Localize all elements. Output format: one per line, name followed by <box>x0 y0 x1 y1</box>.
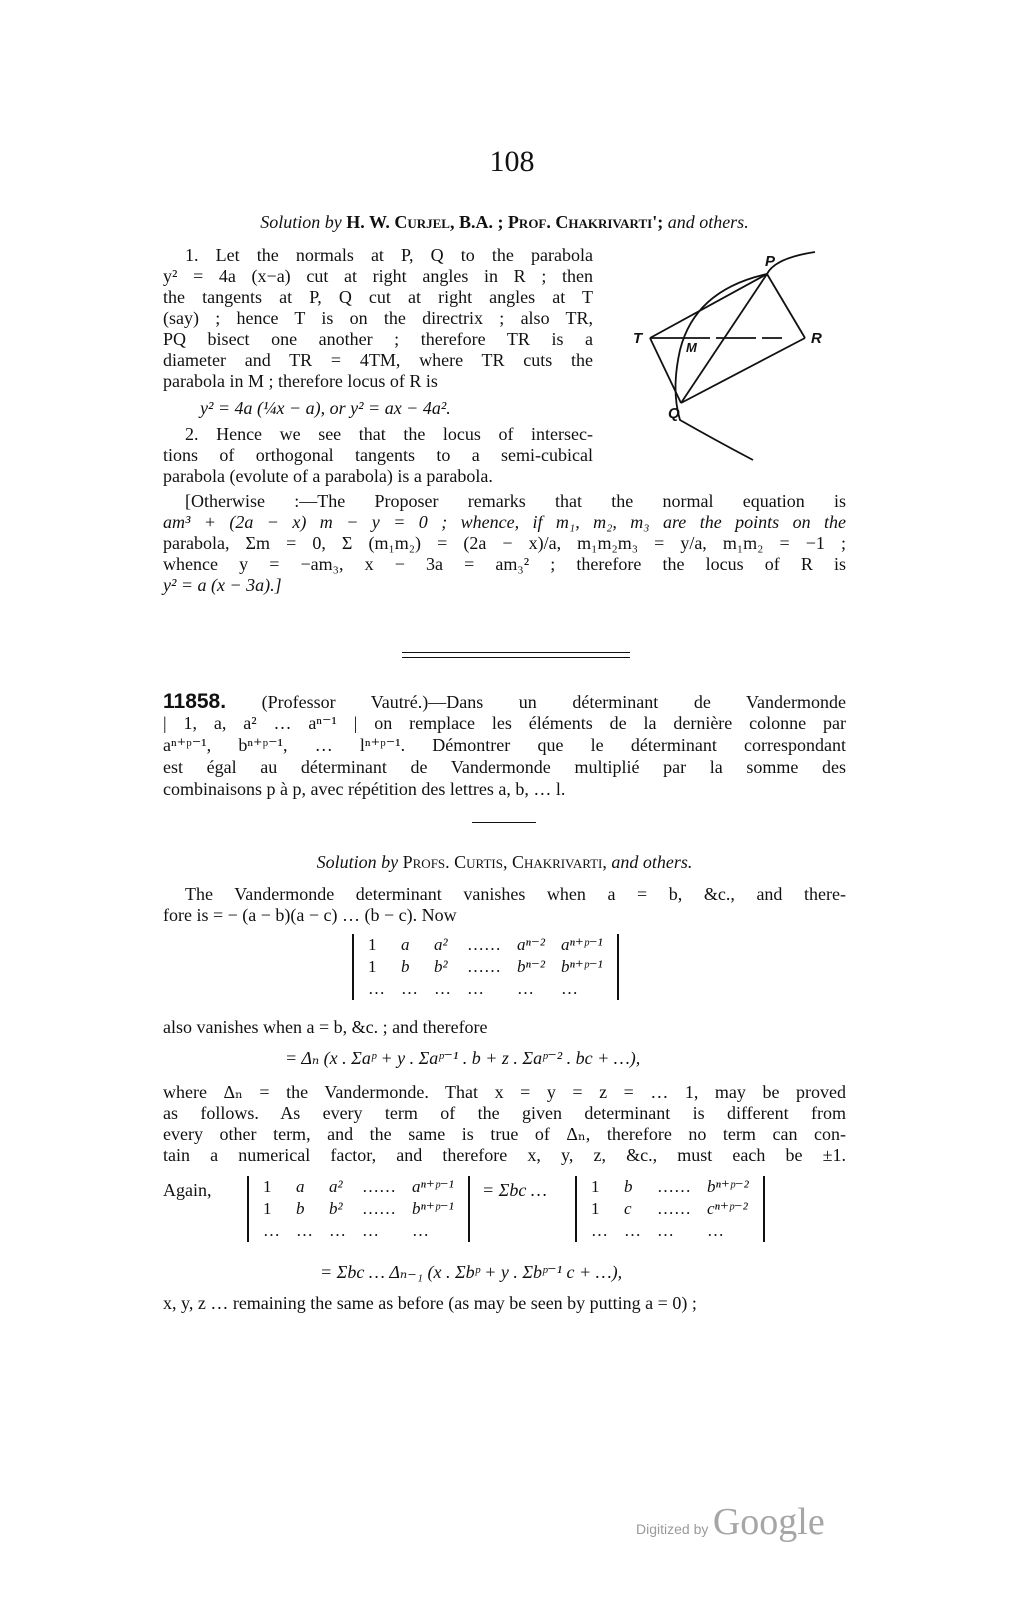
solution-heading <box>163 852 846 873</box>
determinant-3 <box>575 1176 765 1242</box>
question-number: 11858. <box>163 690 227 713</box>
det-cell: aⁿ⁻² <box>517 935 545 954</box>
det-cell: b <box>296 1199 305 1218</box>
det-cell: …… <box>467 935 501 954</box>
heading-suffix: and others. <box>611 852 693 872</box>
det-cell: 1 <box>263 1177 272 1196</box>
page-number: 108 <box>489 145 535 178</box>
det-cell: …… <box>657 1177 691 1196</box>
det-cell: … <box>401 979 418 998</box>
text-line: diameter and TR = 4TM, where TR cuts the <box>163 350 593 370</box>
parabola-curve <box>676 252 816 460</box>
label-q: Q <box>668 405 680 422</box>
section-divider <box>402 657 630 658</box>
heading-names: Profs. Curtis, Chakrivarti, <box>402 852 607 872</box>
det-cell: 1 <box>591 1177 600 1196</box>
det-cell: b <box>624 1177 633 1196</box>
text-line: the tangents at P, Q cut at right angles at T <box>163 287 593 307</box>
otherwise-line: am³ + (2a − x) m − y = 0 ; whence, if m₁, m₂, m₃ are the points on the <box>163 512 846 532</box>
parabola-figure <box>625 240 840 465</box>
google-logo: Google <box>712 1501 825 1543</box>
det-cell: … <box>591 1221 608 1240</box>
otherwise-line: y² = a (x − 3a).] <box>163 575 282 595</box>
det-cell: a <box>401 935 410 954</box>
question-line: est égal au déterminant de Vandermonde multiplié par la somme des <box>163 757 846 777</box>
det-cell: bⁿ⁺ᵖ⁻² <box>707 1177 749 1196</box>
det-cell: … <box>362 1221 379 1240</box>
det-cell: 1 <box>368 957 377 976</box>
text-line: y² = 4a (x−a) cut at right angles in R ; then <box>163 266 593 286</box>
det-cell: … <box>434 979 451 998</box>
det-cell: … <box>517 979 534 998</box>
det-cell: bⁿ⁻² <box>517 957 545 976</box>
text-line: 2. Hence we see that the locus of intersec- <box>185 424 593 444</box>
text-line: 1. Let the normals at P, Q to the parabola <box>185 245 593 265</box>
text-line: as follows. As every term of the given determinant is different from <box>163 1103 846 1123</box>
equation: = Δₙ (x . Σaᵖ + y . Σaᵖ⁻¹ . b + z . Σaᵖ⁻² . bc + …), <box>285 1048 641 1068</box>
otherwise-line: [Otherwise :—The Proposer remarks that the normal equation is <box>185 491 846 511</box>
det-cell: …… <box>362 1199 396 1218</box>
det-cell: a <box>296 1177 305 1196</box>
text-line: where Δₙ = the Vandermonde. That x = y = z = … 1, may be proved <box>163 1082 846 1102</box>
det-cell: … <box>412 1221 429 1240</box>
det-cell: … <box>657 1221 674 1240</box>
text-line: parabola in M ; therefore locus of R is <box>163 371 438 391</box>
solution-heading <box>163 212 846 233</box>
det-cell: a² <box>434 935 448 954</box>
det-cell: …… <box>657 1199 691 1218</box>
det-cell: … <box>560 979 578 998</box>
otherwise-line: whence y = −am₃, x − 3a = am₃² ; therefore the locus of R is <box>163 554 846 574</box>
det-cell: …… <box>362 1177 396 1196</box>
det-cell: b² <box>434 957 448 976</box>
heading-suffix: and others. <box>667 212 749 232</box>
otherwise-line: parabola, Σm = 0, Σ (m₁m₂) = (2a − x)/a, m₁m₂m₃ = y/a, m₁m₂ = −1 ; <box>163 533 846 553</box>
text-line: tions of orthogonal tangents to a semi-cubical <box>163 445 593 465</box>
label-p: P <box>765 253 776 270</box>
label-t: T <box>633 330 643 347</box>
section-divider <box>402 652 630 653</box>
text-line: every other term, and the same is true of Δₙ, therefore no term can con- <box>163 1124 846 1144</box>
equation: = Σbc … Δₙ₋₁ (x . Σbᵖ + y . Σbᵖ⁻¹ c + …), <box>320 1262 623 1282</box>
determinant-1 <box>352 934 619 1000</box>
det-cell: … <box>296 1221 313 1240</box>
det-cell: aⁿ⁺ᵖ⁻¹ <box>560 935 603 954</box>
sum-bc: = Σbc … <box>482 1180 547 1200</box>
again-label: Again, <box>163 1180 212 1200</box>
question-line: combinaisons p à p, avec répétition des lettres a, b, … l. <box>163 779 566 799</box>
text-line: parabola (evolute of a parabola) is a parabola. <box>163 466 493 486</box>
det-cell: cⁿ⁺ᵖ⁻² <box>707 1199 748 1218</box>
equation: y² = 4a (¼x − a), or y² = ax − 4a². <box>200 398 451 418</box>
question-line: aⁿ⁺ᵖ⁻¹, bⁿ⁺ᵖ⁻¹, … lⁿ⁺ᵖ⁻¹. Démontrer que le déterminant correspondant <box>163 735 846 755</box>
normal-qr <box>681 338 805 403</box>
text-line: (say) ; hence T is on the directrix ; also TR, <box>163 308 593 328</box>
det-cell: … <box>624 1221 641 1240</box>
heading-prefix: Solution by <box>316 852 399 872</box>
det-cell: bⁿ⁺ᵖ⁻¹ <box>412 1199 454 1218</box>
digitized-by-text: Digitized by <box>636 1521 709 1537</box>
det-cell: b <box>401 957 410 976</box>
det-cell: bⁿ⁺ᵖ⁻¹ <box>560 957 603 976</box>
det-cell: 1 <box>263 1199 272 1218</box>
det-cell: … <box>707 1221 724 1240</box>
det-cell: b² <box>329 1199 343 1218</box>
det-cell: 1 <box>591 1199 600 1218</box>
normal-pr <box>767 274 805 338</box>
tangent-tp <box>650 274 767 338</box>
det-cell: … <box>467 979 484 998</box>
text-line: fore is = − (a − b)(a − c) … (b − c). Now <box>163 905 457 925</box>
question-line <box>163 691 846 713</box>
determinant-2 <box>247 1176 470 1242</box>
det-cell: …… <box>467 957 501 976</box>
text-line: x, y, z … remaining the same as before (as may be seen by putting a = 0) ; <box>163 1293 697 1313</box>
text-line: PQ bisect one another ; therefore TR is a <box>163 329 593 349</box>
text-line: The Vandermonde determinant vanishes when a = b, &c., and there- <box>185 884 846 904</box>
question-line: | 1, a, a² … aⁿ⁻¹ | on remplace les éléments de la dernière colonne par <box>163 713 846 733</box>
label-r: R <box>811 330 822 347</box>
heading-prefix: Solution by <box>260 212 342 232</box>
det-cell: aⁿ⁺ᵖ⁻¹ <box>412 1177 454 1196</box>
short-divider <box>472 822 536 823</box>
text-line: also vanishes when a = b, &c. ; and therefore <box>163 1017 488 1037</box>
det-cell: a² <box>329 1177 343 1196</box>
question-text: (Professor Vautré.)—Dans un déterminant de Vandermonde <box>261 692 846 712</box>
det-cell: 1 <box>368 935 377 954</box>
det-cell: … <box>329 1221 346 1240</box>
heading-names: H. W. Curjel, B.A. ; Prof. Chakrivarti'; <box>346 212 664 232</box>
det-cell: … <box>263 1221 280 1240</box>
label-m: M <box>686 340 697 355</box>
det-cell: c <box>624 1199 632 1218</box>
text-line: tain a numerical factor, and therefore x, y, z, &c., must each be ±1. <box>163 1145 846 1165</box>
det-cell: … <box>368 979 385 998</box>
digitized-by-watermark <box>636 1500 825 1544</box>
